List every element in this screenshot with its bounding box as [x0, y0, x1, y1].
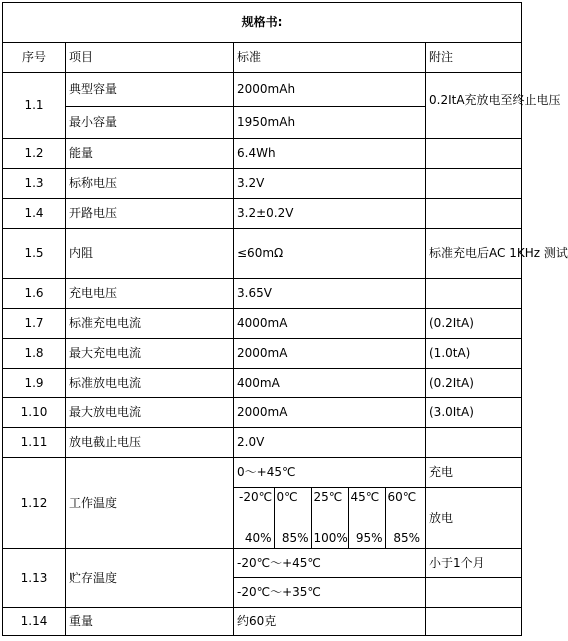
row-note: 标准充电后AC 1KHz 测试	[426, 229, 522, 279]
header-standard: 标准	[234, 43, 426, 73]
discharge-pct: 100%	[311, 518, 348, 548]
row-item: 内阻	[66, 229, 234, 279]
row-item: 充电电压	[66, 279, 234, 309]
table-row	[3, 229, 522, 279]
row-value: 3.2±0.2V	[234, 199, 426, 229]
charge-temp-range: 0～+45℃	[234, 458, 426, 488]
row-number: 1.6	[3, 279, 66, 309]
row-value: -20℃～+45℃	[234, 549, 426, 578]
row-value: 2000mA	[234, 398, 426, 428]
discharge-temp: 60℃	[387, 490, 417, 504]
row-number: 1.3	[3, 169, 66, 199]
discharge-temp: -20℃	[237, 488, 274, 518]
row-item: 最大放电电流	[66, 398, 234, 428]
header-row	[3, 43, 522, 73]
table-row	[3, 309, 522, 339]
row-note	[426, 139, 522, 169]
row-item: 标称电压	[66, 169, 234, 199]
row-value: 4000mA	[234, 309, 426, 339]
header-item: 项目	[66, 43, 234, 73]
row-note	[426, 199, 522, 229]
row-item: 标准放电电流	[66, 369, 234, 398]
table-row	[3, 169, 522, 199]
row-number: 1.9	[3, 369, 66, 398]
row-note	[426, 428, 522, 458]
table-row	[3, 279, 522, 309]
table-row	[3, 549, 522, 578]
row-value: ≤60mΩ	[234, 229, 426, 279]
row-item: 工作温度	[66, 458, 234, 549]
row-item: 最大充电电流	[66, 339, 234, 369]
row-item: 最小容量	[66, 107, 234, 139]
row-number: 1.13	[3, 549, 66, 608]
discharge-temp-cell	[234, 488, 426, 549]
row-item: 贮存温度	[66, 549, 234, 608]
table-row	[3, 398, 522, 428]
discharge-pct: 85%	[393, 531, 420, 545]
discharge-note: 放电	[426, 488, 522, 549]
row-value: 2.0V	[234, 428, 426, 458]
row-item: 重量	[66, 608, 234, 636]
table-row	[3, 139, 522, 169]
spec-table	[2, 2, 568, 636]
row-number: 1.2	[3, 139, 66, 169]
discharge-temp-table	[237, 488, 422, 548]
row-item: 标准充电电流	[66, 309, 234, 339]
table-row	[3, 369, 522, 398]
row-number: 1.8	[3, 339, 66, 369]
table-row	[3, 608, 522, 636]
row-value: 约60克	[234, 608, 426, 636]
row-value: 400mA	[234, 369, 426, 398]
row-note	[426, 169, 522, 199]
row-note: 小于1个月	[426, 549, 522, 578]
row-note: (0.2ItA)	[426, 309, 522, 339]
row-note: (3.0ItA)	[426, 398, 522, 428]
charge-note: 充电	[426, 458, 522, 488]
discharge-pct: 40%	[237, 518, 274, 548]
row-value: 2000mA	[234, 339, 426, 369]
row-number: 1.12	[3, 458, 66, 549]
row-note: (1.0tA)	[426, 339, 522, 369]
row-value: 6.4Wh	[234, 139, 426, 169]
header-no: 序号	[3, 43, 66, 73]
row-number: 1.14	[3, 608, 66, 636]
header-note: 附注	[426, 43, 522, 73]
row-item: 典型容量	[66, 73, 234, 107]
row-item: 能量	[66, 139, 234, 169]
row-value: 3.65V	[234, 279, 426, 309]
table-row	[3, 428, 522, 458]
row-item: 开路电压	[66, 199, 234, 229]
discharge-temp: 45℃	[348, 488, 385, 518]
discharge-temp: 0℃	[274, 488, 311, 518]
row-number: 1.5	[3, 229, 66, 279]
discharge-pct: 85%	[274, 518, 311, 548]
row-note	[426, 578, 522, 608]
spec-title: 规格书:	[3, 3, 522, 43]
row-number: 1.11	[3, 428, 66, 458]
row-note: (0.2ItA)	[426, 369, 522, 398]
discharge-pct: 95%	[348, 518, 385, 548]
row-note	[426, 279, 522, 309]
row-number: 1.1	[3, 73, 66, 139]
row-number: 1.10	[3, 398, 66, 428]
table-row	[3, 73, 522, 107]
table-row	[3, 199, 522, 229]
table-row	[3, 458, 522, 488]
row-note: 0.2ItA充放电至终止电压	[426, 73, 522, 139]
row-number: 1.7	[3, 309, 66, 339]
row-value: 2000mAh	[234, 73, 426, 107]
row-value: -20℃～+35℃	[234, 578, 426, 608]
discharge-temp: 25℃	[311, 488, 348, 518]
row-number: 1.4	[3, 199, 66, 229]
row-item: 放电截止电压	[66, 428, 234, 458]
table-row	[3, 339, 522, 369]
row-value: 1950mAh	[234, 107, 426, 139]
row-note	[426, 608, 522, 636]
row-value: 3.2V	[234, 169, 426, 199]
